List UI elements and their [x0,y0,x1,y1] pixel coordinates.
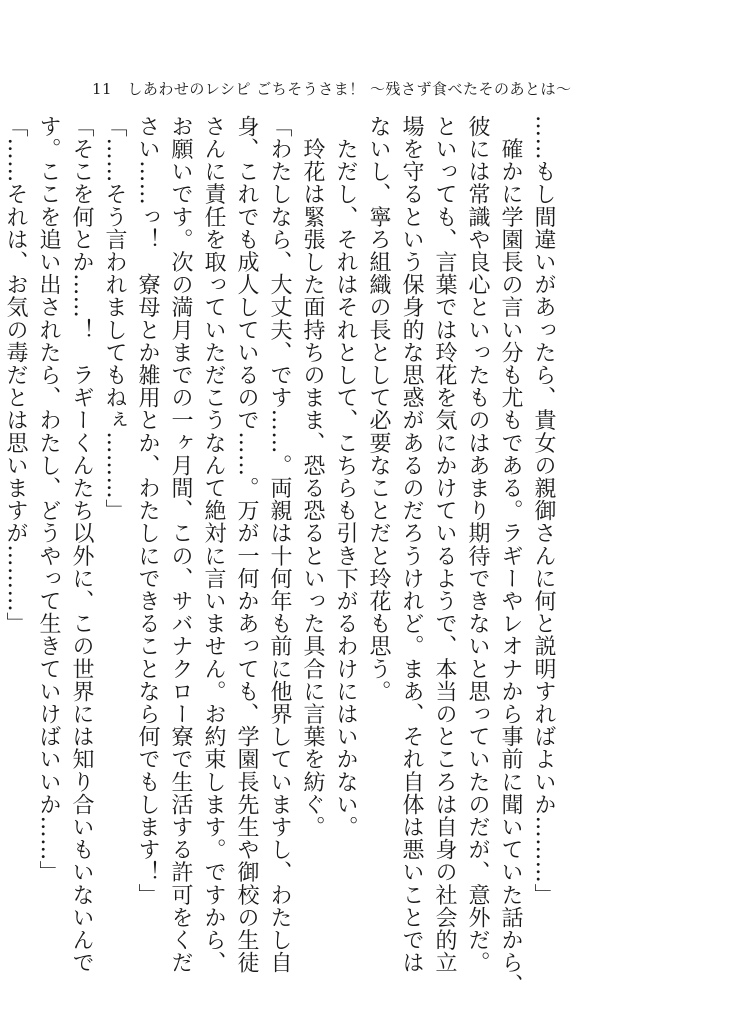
text-line: す。ここを追い出されたら、わたし、どうやって生きていけばいいか……」 [36,115,61,884]
text-line: 玲花は緊張した面持ちのまま、恐る恐るといった具合に言葉を紡ぐ。 [300,115,325,839]
text-line: 彼には常識や良心といったものはあまり期待できないと思っていたのだが、意外だ。 [465,115,490,974]
text-line: ないし、寧ろ組織の長として必要なことだと玲花も思う。 [366,115,391,703]
text-line: といっても、言葉では玲花を気にかけているようで、本当のところは自身の社会的立 [432,115,457,974]
text-line: 「そこを何とか……！ ラギーくんたち以外に、この世界には知り合いもいないんで [69,115,94,974]
text-line: 「わたしなら、大丈夫、です……。両親は十何年も前に他界していますし、わたし自 [267,115,292,974]
text-line: 確かに学園長の言い分も尤もである。ラギーやレオナから事前に聞いていた話から、 [498,115,523,997]
running-header [92,78,572,99]
page-number: 11 [92,80,113,98]
text-line: さい……っ！ 寮母とか雑用とか、わたしにできることなら何でもします！」 [135,115,160,906]
text-line: 場を守るという保身的な思惑があるのだろうけれど。まあ、それ自体は悪いことでは [399,115,424,974]
text-line: 「……そう言われましてもねぇ………」 [102,115,127,522]
text-line: 「……それは、お気の毒だとは思いますが………」 [3,115,28,635]
text-line: さんに責任を取っていただこうなんて絶対に言いません。お約束します。ですから、 [201,115,226,974]
text-line: ……もし間違いがあったら、貴女の親御さんに何と説明すればよいか………」 [531,115,556,906]
book-title: しあわせのレシピ ごちそうさま！ 〜残さず食べたそのあとは〜 [127,80,572,98]
text-line: 身、これでも成人しているので……。万が一何かあっても、学園長先生や御校の生徒 [234,115,259,974]
text-line: ただし、それはそれとして、こちらも引き下がるわけにはいかない。 [333,115,358,839]
vertical-body-text [0,115,560,997]
text-line: お願いです。次の満月までの一ヶ月間、この、サバナクロー寮で生活する許可をくだ [168,115,193,974]
